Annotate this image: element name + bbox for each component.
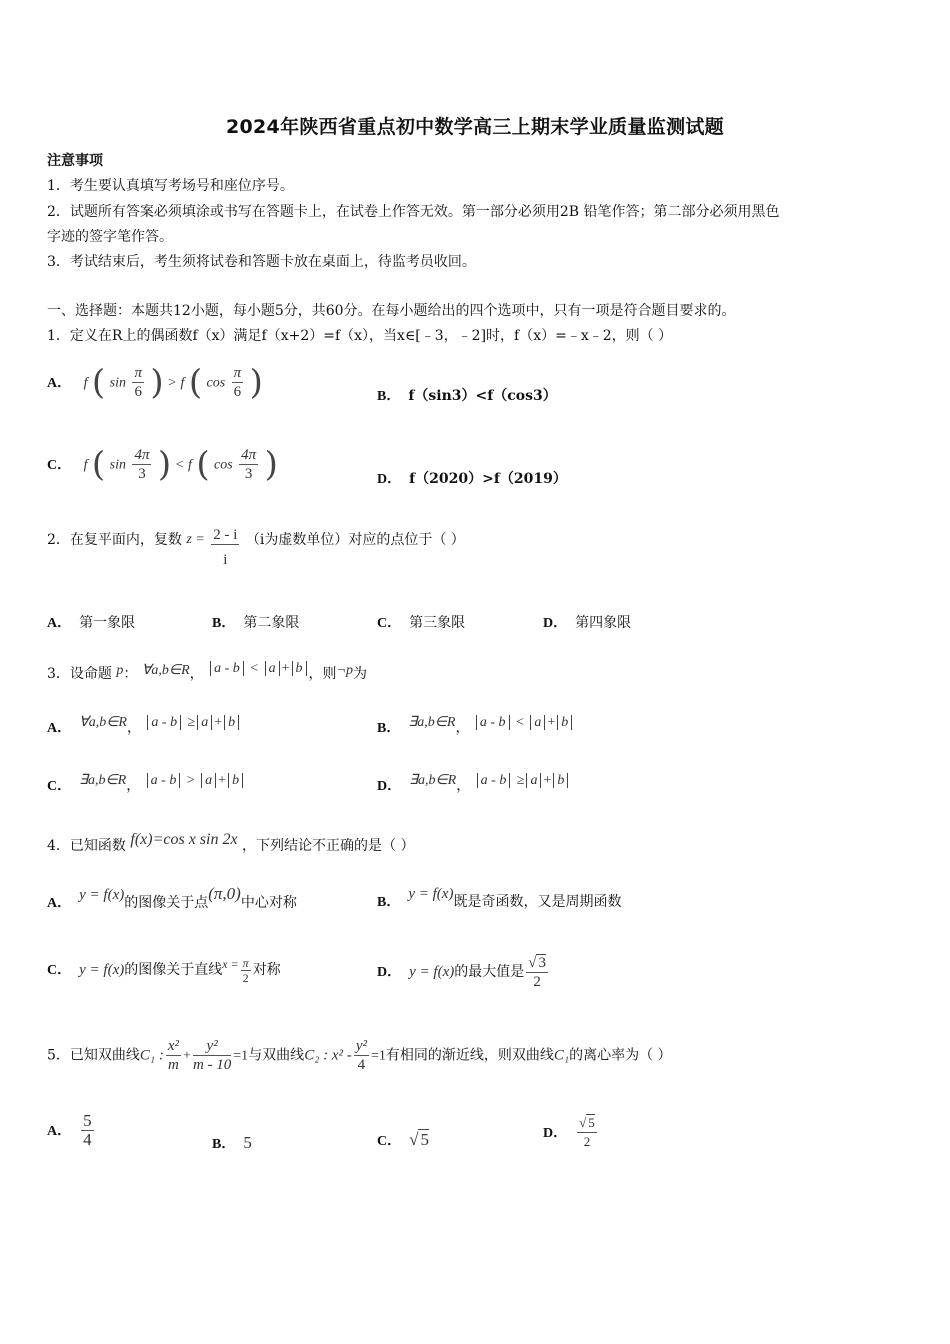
q2-option-a[interactable] (47, 613, 135, 634)
math-neg-p: ¬p (336, 663, 353, 678)
math-f: f (83, 457, 88, 473)
math-c2: C₂ : x² - (304, 1047, 352, 1064)
math-quant: ∃a,b∈R (409, 773, 457, 788)
option-label: D． (377, 779, 402, 794)
section-heading: 一、选择题：本题共12小题，每小题5分，共60分。在每小题给出的四个选项中，只有一项是符合题目要求的。 (47, 303, 736, 319)
option-label: B． (377, 721, 401, 736)
math-sin: sin (109, 457, 126, 473)
q1-option-c[interactable] (47, 446, 278, 483)
option-label: B． (212, 616, 236, 631)
option-label: D． (377, 472, 402, 487)
notice-item-3: 3．考试结束后，考生须将试卷和答题卡放在桌面上，待监考员收回。 (47, 254, 476, 270)
q2-option-c[interactable] (377, 613, 465, 634)
paren-close: ) (157, 444, 172, 485)
inequality: a - b ≥ a + b (475, 772, 571, 788)
paren-open: ( (91, 444, 106, 485)
option-label: C． (377, 1134, 402, 1149)
option-label: D． (543, 1125, 568, 1141)
math-z: z = (186, 532, 205, 547)
fraction: $\frac{\pi}{6}$ (134, 365, 142, 400)
q5-prefix: 5．已知双曲线 (47, 1047, 140, 1064)
q3-option-a[interactable]: A． ∀a,b∈R， a - b ≥ a + b (47, 712, 241, 739)
fraction: $\frac{2 - i}{i}$ (213, 527, 238, 568)
math-forall: ∀a,b∈R (141, 663, 190, 678)
q3-option-c[interactable]: C． ∃a,b∈R， a - b > a + b (47, 770, 245, 797)
q5-suffix: 有相同的渐近线，则双曲线 (385, 1047, 554, 1064)
math-expr: y = f(x) (79, 887, 125, 903)
math-quant: ∃a,b∈R (79, 773, 127, 788)
paren-close: ) (249, 362, 263, 403)
fraction: $\frac{\text{x²}}{m}$ (167, 1038, 180, 1073)
inequality: a - b ≥ a + b (145, 714, 241, 730)
fraction: $\frac{√ 5}{2}$ (579, 1115, 595, 1149)
q4-prefix: 4．已知函数 (47, 838, 126, 854)
q4-option-c[interactable] (47, 954, 281, 985)
inequality: a - b > a + b (145, 772, 245, 788)
fraction: $\frac{\text{y²}}{m - 10}$ (192, 1038, 232, 1073)
math-formula: f(x)=cos x sin 2x (130, 831, 238, 848)
paren-close: ) (150, 362, 164, 403)
option-label: D． (377, 965, 402, 980)
q3-option-d[interactable]: D． ∃a,b∈R， a - b ≥ a + b (377, 770, 570, 797)
q1-option-a[interactable] (47, 364, 263, 401)
option-text: 的图像关于直线 (124, 962, 223, 978)
option-label: C． (47, 457, 72, 473)
q4-option-a[interactable] (47, 884, 297, 914)
option-text: 的图像关于点 (124, 895, 209, 911)
notice-item-2-cont: 字迹的签字笔作答。 (47, 229, 173, 245)
math-expr: y = f(x) (79, 962, 125, 978)
math-x: x = (222, 957, 239, 971)
paren-open: ( (188, 362, 203, 403)
option-text: 第一象限 (79, 615, 136, 631)
math-cos: cos (206, 375, 226, 391)
option-text: 对称 (252, 962, 281, 978)
q5-option-b[interactable] (212, 1133, 252, 1155)
q2-suffix: （i为虚数单位）对应的点位于（ ） (245, 532, 465, 548)
option-text: 第四象限 (575, 615, 632, 631)
q3-is: 为 (352, 666, 367, 682)
fraction: $\frac{5}{4}$ (83, 1111, 92, 1149)
math-quant: ∃a,b∈R (408, 715, 456, 730)
q3-stem (47, 658, 367, 684)
notice-heading: 注意事项 (47, 153, 103, 169)
notice-item-2: 2．试题所有答案必须填涂或书写在答题卡上，在试卷上作答无效。第一部分必须用2B 铅笔作答；第二部分必须用黑色 (47, 204, 780, 220)
q1-option-d[interactable] (377, 469, 567, 490)
page-title: 2024年陕西省重点初中数学高三上期末学业质量监测试题 (226, 116, 724, 138)
q5-stem: 5．已知双曲线C₁ : $\frac{\text{x²}}{m}$ + $\frac{\text{y²}}{m - 10}$ =1与双曲线C₂ : x² - $\frac{\text{y²}}{4}$ =1有相同的渐近线，则双曲线C₁的离心率为（ ） (47, 1038, 672, 1073)
option-value: 5 (243, 1133, 252, 1152)
option-label: B． (212, 1137, 236, 1152)
q4-suffix: ，下列结论不正确的是（ ） (242, 838, 415, 854)
math-sqrt: √ 5 (409, 1130, 429, 1149)
paren-open: ( (196, 444, 210, 485)
option-label: B． (377, 895, 401, 910)
q3-then: ，则 (308, 666, 337, 682)
q5-option-c[interactable] (377, 1130, 429, 1152)
notice-item-1: 1．考生要认真填写考场号和座位序号。 (47, 178, 294, 194)
option-label: D． (543, 616, 568, 631)
math-quant: ∀a,b∈R (79, 715, 127, 730)
math-sin: sin (109, 375, 126, 391)
q5-option-d[interactable] (543, 1114, 599, 1151)
math-c1: C₁ (553, 1047, 570, 1064)
option-label: A． (47, 721, 72, 736)
option-label: A． (47, 896, 72, 911)
math-op: < (175, 457, 184, 473)
q2-option-b[interactable] (212, 613, 299, 634)
option-text: 的最大值是 (454, 964, 525, 980)
option-text: f（2020）>f（2019） (409, 471, 567, 487)
q1-stem: 1．定义在R上的偶函数f（x）满足f（x+2）=f（x），当x∈[﹣3，﹣2]时，f（x）=﹣x﹣2，则（ ） (47, 328, 673, 344)
fraction: $\frac{√ 3}{2}$ (528, 955, 546, 990)
option-label: A． (47, 616, 72, 631)
option-label: B． (377, 389, 401, 404)
fraction: $\frac{4\pi}{3}$ (134, 447, 150, 482)
math-c1: C₁ : (139, 1047, 164, 1064)
math-f: f (83, 375, 88, 391)
fraction: $\frac{\pi}{2}$ (242, 955, 249, 985)
q2-stem (47, 527, 465, 569)
inequality: a - b < a + b (474, 714, 574, 730)
math-p: p (116, 663, 124, 678)
math-cos: cos (214, 457, 233, 473)
q2-prefix: 2．在复平面内，复数 (47, 532, 182, 548)
option-label: A． (47, 1123, 72, 1139)
math-f: f (187, 457, 192, 473)
fraction: $\frac{\text{y²}}{4}$ (355, 1038, 367, 1073)
q5-mid: 与双曲线 (248, 1047, 305, 1064)
option-label: C． (47, 779, 72, 794)
q3-prefix: 3．设命题 (47, 666, 112, 682)
fraction: $\frac{4\pi}{3}$ (241, 447, 257, 482)
math-eq: =1 (370, 1048, 386, 1064)
math-point: (π,0) (208, 884, 241, 903)
q3-colon: ： (123, 666, 138, 682)
q5-option-a[interactable] (47, 1112, 96, 1149)
option-label: A． (47, 375, 72, 391)
q3-option-b[interactable]: B． ∃a,b∈R， a - b < a + b (377, 712, 574, 739)
option-label: C． (47, 963, 72, 978)
math-expr: y = f(x) (408, 886, 454, 902)
math-f: f (180, 375, 185, 391)
option-text: 中心对称 (240, 895, 297, 911)
q2-option-d[interactable] (543, 613, 631, 634)
option-text: f（sin3）<f（cos3） (408, 388, 557, 404)
paren-close: ) (264, 444, 278, 485)
math-expr: y = f(x) (409, 964, 455, 980)
math-op: > (168, 375, 177, 391)
option-label: C． (377, 616, 402, 631)
q3-comma: ， (189, 666, 204, 682)
option-text: 既是奇函数，又是周期函数 (453, 894, 622, 910)
q5-suffix: 的离心率为（ ） (569, 1047, 672, 1064)
q3-inequality: a - b < a + b (208, 660, 308, 676)
option-text: 第二象限 (243, 615, 300, 631)
q4-stem (47, 830, 414, 856)
q4-option-d[interactable] (377, 954, 550, 991)
option-text: 第三象限 (409, 615, 466, 631)
paren-open: ( (91, 362, 106, 403)
q4-option-b[interactable] (377, 884, 621, 913)
math-eq: =1 (233, 1048, 249, 1064)
q1-option-b[interactable] (377, 386, 557, 407)
fraction: $\frac{\pi}{6}$ (233, 365, 242, 400)
